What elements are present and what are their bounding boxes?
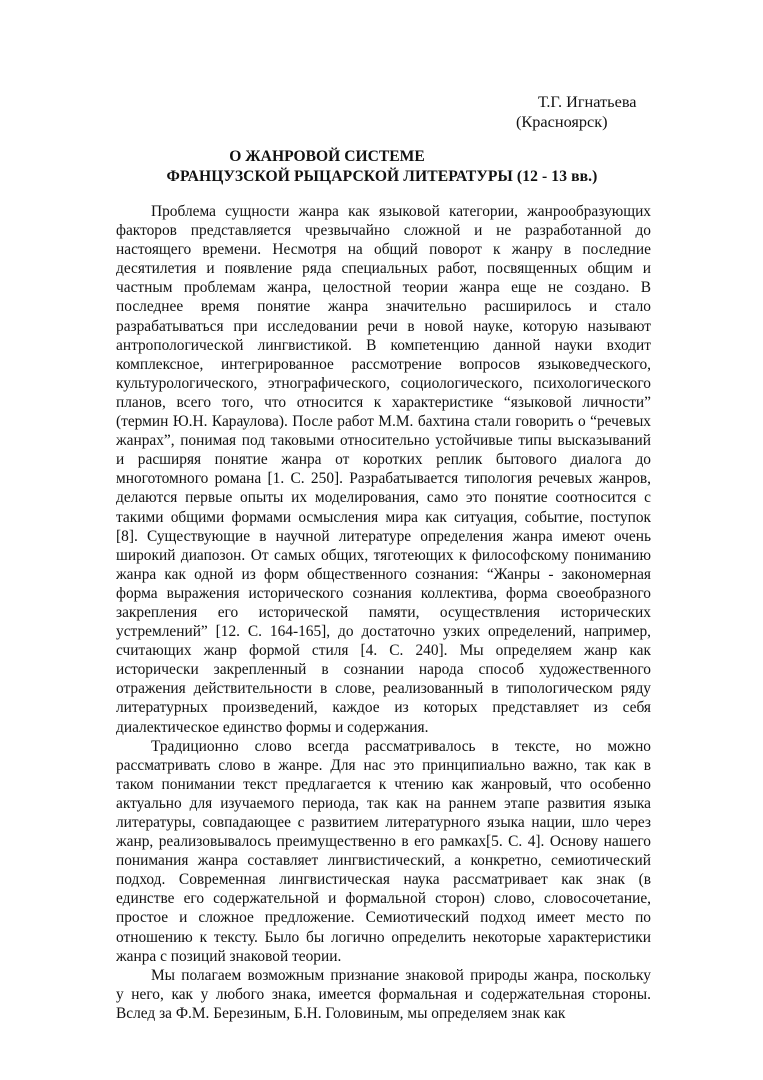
author-name: Т.Г. Игнатьева — [538, 92, 637, 111]
paragraph-line: разрабатываться при исследовании речи в новой науке, которую называют — [116, 317, 651, 335]
paragraph-line: [8]. Существующие в научной литературе определения жанра имеют очень — [116, 527, 651, 545]
paragraph-line: комплексное, интегрированное рассмотрение вопросов языковедческого, — [116, 355, 651, 373]
paragraph-line: отношению к тексту. Было бы логично определить некоторые характеристики — [116, 928, 651, 946]
paragraph-line: устремлений” [12. С. 164-165], до достаточно узких определений, например, — [116, 623, 651, 641]
paragraph-line: настоящего времени. Несмотря на общий поворот к жанру в последние — [116, 241, 651, 259]
paragraph-line: литературы, совпадающее с развитием литературного языка нации, шло через — [116, 814, 651, 831]
author-city: (Красноярск) — [516, 112, 608, 131]
paragraph-line: единстве его содержательной и формальной сторон) слово, словосочетание, — [116, 890, 651, 908]
article-body — [116, 202, 651, 1023]
paragraph-line: таком понимании текст предлагается к чтению как жанровый, что особенно — [116, 775, 651, 793]
paragraph-line: отражения действительности в слове, реализованный в типологическом ряду — [116, 680, 651, 698]
paragraph-line: многотомного романа [1. С. 250]. Разрабатывается типология речевых жанров, — [116, 470, 651, 488]
paragraph-line: факторов представляется чрезвычайно сложной и не разработанной до — [116, 222, 651, 240]
paragraph-line: антропологической лингвистикой. В компетенцию данной науки входит — [116, 336, 651, 354]
paragraph-line: широкий диапозон. От самых общих, тяготеющих к философскому пониманию — [116, 546, 651, 564]
paragraph-line: простое и сложное предложение. Семиотический подход имеет место по — [116, 909, 651, 927]
paragraph-line: такими общими формами осмысления мира как ситуация, событие, поступок — [116, 508, 651, 526]
paragraph-line: частным проблемам жанра, целостной теории жанра еще не создано. В — [116, 279, 651, 297]
paragraph-line: закрепления его исторической памяти, осуществления исторических — [116, 603, 651, 621]
paragraph — [116, 966, 651, 1023]
paragraph-line: Проблема сущности жанра как языковой категории, жанрообразующих — [151, 203, 651, 220]
paragraph — [116, 202, 651, 737]
paragraph-line: форма выражения исторического сознания коллектива, форма своеобразного — [116, 584, 651, 602]
paragraph-line: жанра как одной из форм общественного сознания: “Жанры - закономерная — [116, 565, 651, 583]
article-title — [112, 147, 652, 187]
title-line-1: О ЖАНРОВОЙ СИСТЕМЕ — [229, 148, 425, 165]
paragraph-line: (термин Ю.Н. Караулова). После работ М.М. бахтина стали говорить о “речевых — [116, 413, 651, 431]
paragraph-line: диалектическое единство формы и содержания. — [116, 718, 429, 736]
paragraph — [116, 737, 651, 966]
paragraph-line: Вслед за Ф.М. Березиным, Б.Н. Головиным, мы определяем знак как — [116, 1004, 566, 1022]
paragraph-line: десятилетия и появление ряда специальных работ, посвященных общим и — [116, 260, 651, 278]
paragraph-line: исторически закрепленный в сознании народа способ художественного — [116, 661, 651, 679]
paragraph-line: жанра с позиций знаковой теории. — [116, 947, 342, 965]
paragraph-line: жанрах”, понимая под таковыми относительно устойчивые типы высказываний — [116, 432, 651, 450]
paragraph-line: культурологического, этнографического, социологического, психологического — [116, 374, 651, 392]
paragraph-line: рассматривать слово в жанре. Для нас это принципиально важно, так как в — [116, 756, 651, 774]
paragraph-line: делаются первые опыты их моделирования, само это понятие соотносится с — [116, 489, 651, 507]
paragraph-line: у него, как у любого знака, имеется формальная и содержательная стороны. — [116, 985, 651, 1003]
title-line-2: ФРАНЦУЗСКОЙ РЫЦАРСКОЙ ЛИТЕРАТУРЫ (12 - 13 вв.) — [166, 168, 598, 185]
paragraph-line: жанр, реализовывалось преимущественно в его рамках[5. С. 4]. Основу нашего — [116, 833, 651, 851]
author-block — [420, 92, 644, 132]
paragraph-line: Мы полагаем возможным признание знаковой природы жанра, поскольку — [151, 966, 651, 984]
paragraph-line: планов, всего того, что относится к характеристике “языковой личности” — [116, 393, 651, 411]
paragraph-line: литературных произведений, каждое из которых представляет из себя — [116, 699, 651, 717]
paragraph-line: последнее время понятие жанра значительно расширилось и стало — [116, 298, 651, 316]
paragraph-line: понимания жанра составляет лингвистический, а конкретно, семиотический — [116, 852, 651, 870]
paragraph-line: подход. Современная лингвистическая наука рассматривает как знак (в — [116, 871, 651, 889]
paragraph-line: актуально для изучаемого периода, так как на раннем этапе развития языка — [116, 794, 651, 812]
paragraph-line: и расширяя понятие жанра от коротких реплик бытового диалога до — [116, 451, 651, 469]
paragraph-line: считающих жанр формой стиля [4. С. 240]. Мы определяем жанр как — [116, 642, 651, 660]
paragraph-line: Традиционно слово всегда рассматривалось в тексте, но можно — [151, 737, 651, 755]
